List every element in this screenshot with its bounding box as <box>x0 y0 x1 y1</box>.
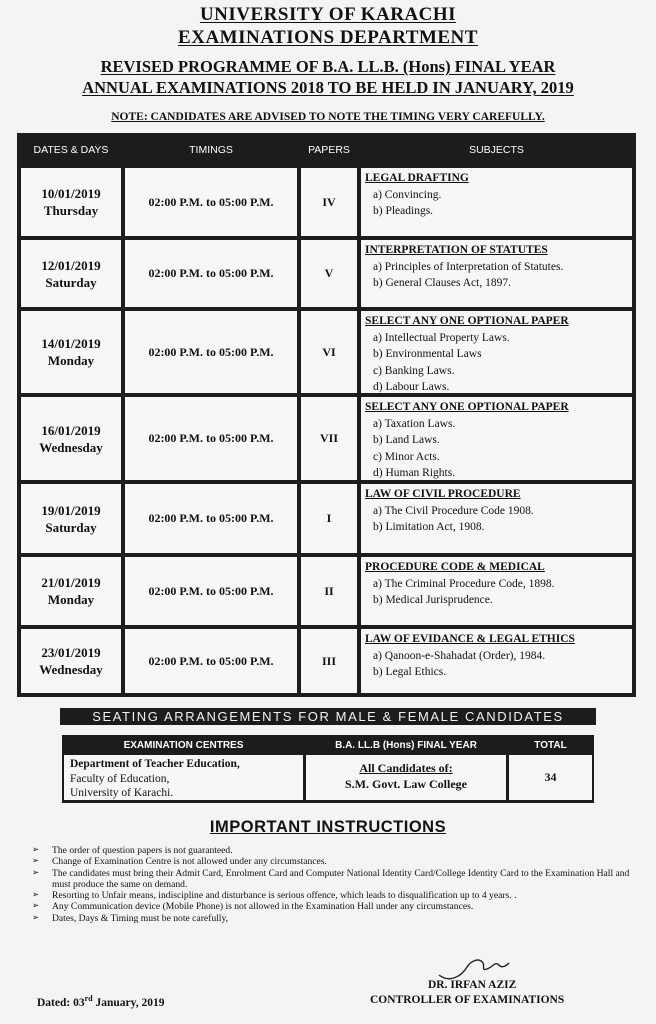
instructions-title: IMPORTANT INSTRUCTIONS <box>209 818 447 836</box>
date-cell <box>21 311 121 393</box>
paper-number: VII <box>319 431 338 445</box>
column-header-timings: TIMINGS <box>189 144 233 156</box>
subject-item: d) Labour Laws. <box>373 381 450 393</box>
seating-table <box>62 735 594 803</box>
subject-item: a) Taxation Laws. <box>373 417 456 430</box>
exam-day: Monday <box>47 592 95 607</box>
subject-item: b) Environmental Laws <box>373 348 482 360</box>
paper-number: VI <box>322 344 336 359</box>
column-header-papers: PAPERS <box>308 144 350 156</box>
exam-timing: 02:00 P.M. to 05:00 P.M. <box>148 266 274 280</box>
subject-item: b) Medical Jurisprudence. <box>373 594 493 606</box>
dated-prefix: Dated: 03 <box>37 996 85 1009</box>
exam-schedule-table <box>17 133 636 697</box>
exam-date: 14/01/2019 <box>41 336 101 351</box>
signatory-title: CONTROLLER OF EXAMINATIONS <box>370 994 565 1006</box>
subject-item: a) The Civil Procedure Code 1908. <box>373 504 534 517</box>
exam-day: Saturday <box>45 519 97 535</box>
timing-cell <box>125 311 297 393</box>
date-cell <box>21 484 121 553</box>
subject-item: a) Convincing. <box>373 188 442 201</box>
seating-header-programme: B.A. LL.B (Hons) FINAL YEAR <box>335 739 477 751</box>
subject-cell <box>361 168 632 236</box>
exam-centre-cell <box>64 755 303 800</box>
exam-date: 16/01/2019 <box>41 422 101 438</box>
paper-cell <box>301 168 357 236</box>
college-name: S.M. Govt. Law College <box>345 777 467 791</box>
paper-cell <box>301 311 357 393</box>
exam-day: Saturday <box>45 274 97 290</box>
timing-cell <box>125 397 297 480</box>
paper-number: I <box>326 511 332 525</box>
paper-cell <box>301 397 357 480</box>
instruction-item: ➢ The candidates must bring their Admit Card, Enrolment Card and Computer National Identity Card/College Identity Card to the Examination Hall and must produce the same on demand. <box>32 868 632 891</box>
university-title: UNIVERSITY OF KARACHI <box>199 4 457 25</box>
timing-note: NOTE: CANDIDATES ARE ADVISED TO NOTE THE TIMING VERY CAREFULLY. <box>111 111 545 123</box>
centre-name: Department of Teacher Education, <box>70 758 240 770</box>
paper-cell <box>301 240 357 307</box>
date-cell <box>21 557 121 625</box>
timing-cell <box>125 629 297 693</box>
subject-item: c) Minor Acts. <box>373 450 440 463</box>
subject-item: a) Qanoon-e-Shahadat (Order), 1984. <box>373 649 546 662</box>
paper-number: II <box>324 583 334 598</box>
subject-cell <box>361 484 632 553</box>
date-cell <box>21 240 121 307</box>
subject-cell <box>361 557 632 625</box>
dated-line <box>37 994 164 1009</box>
exam-day: Thursday <box>43 203 99 218</box>
paper-cell <box>301 629 357 693</box>
exam-timing: 02:00 P.M. to 05:00 P.M. <box>148 653 274 668</box>
programme-title-line2: ANNUAL EXAMINATIONS 2018 TO BE HELD IN JANUARY, 2019 <box>82 78 574 97</box>
subject-cell <box>361 311 632 393</box>
seating-header-total: TOTAL <box>534 739 567 751</box>
timing-cell <box>125 557 297 625</box>
instruction-item: ➢ The order of question papers is not guaranteed. <box>32 845 632 856</box>
dated-ordinal: rd <box>84 994 93 1003</box>
candidates-cell <box>306 755 506 800</box>
candidates-label: All Candidates of: <box>359 761 453 775</box>
signatory-name: DR. IRFAN AZIZ <box>428 979 517 991</box>
exam-day: Wednesday <box>39 439 103 455</box>
exam-timing: 02:00 P.M. to 05:00 P.M. <box>148 583 274 598</box>
seating-arrangements-banner: SEATING ARRANGEMENTS FOR MALE & FEMALE CANDIDATES <box>60 708 596 725</box>
exam-timing: 02:00 P.M. to 05:00 P.M. <box>148 511 274 525</box>
subject-cell <box>361 629 632 693</box>
paper-number: III <box>321 653 336 668</box>
column-header-subjects: SUBJECTS <box>469 144 524 156</box>
subject-title: SELECT ANY ONE OPTIONAL PAPER <box>365 315 569 327</box>
subject-title: SELECT ANY ONE OPTIONAL PAPER <box>365 401 569 413</box>
paper-cell <box>301 484 357 553</box>
timing-cell <box>125 240 297 307</box>
total-value: 34 <box>544 770 557 784</box>
subject-item: b) Pleadings. <box>373 205 434 217</box>
subject-item: a) The Criminal Procedure Code, 1898. <box>373 577 555 590</box>
date-cell <box>21 397 121 480</box>
date-cell <box>21 168 121 236</box>
exam-timing: 02:00 P.M. to 05:00 P.M. <box>148 194 274 209</box>
subject-title: LEGAL DRAFTING <box>365 172 469 184</box>
exam-day: Wednesday <box>39 662 103 677</box>
instructions-list <box>32 845 632 924</box>
timing-cell <box>125 168 297 236</box>
timing-cell <box>125 484 297 553</box>
subject-item: b) Land Laws. <box>373 434 440 446</box>
exam-date: 23/01/2019 <box>41 645 101 660</box>
dated-suffix: January, 2019 <box>92 996 165 1009</box>
exam-date: 10/01/2019 <box>41 186 101 201</box>
instruction-item: ➢ Change of Examination Centre is not allowed under any circumstances. <box>32 856 632 867</box>
column-header-dates: DATES & DAYS <box>33 144 109 156</box>
subject-item: b) Legal Ethics. <box>373 666 447 678</box>
instruction-item: ➢ Resorting to Unfair means, indiscipline and disturbance is serious offence, which leads to disqualification up to 4 years. . <box>32 890 632 901</box>
subject-item: b) General Clauses Act, 1897. <box>373 277 511 289</box>
programme-title-line1: REVISED PROGRAMME OF B.A. LL.B. (Hons) FINAL YEAR <box>100 57 556 76</box>
department-title: EXAMINATIONS DEPARTMENT <box>178 27 478 48</box>
subject-title: LAW OF CIVIL PROCEDURE <box>365 488 521 500</box>
seating-header-centres: EXAMINATION CENTRES <box>123 739 244 751</box>
paper-number: IV <box>322 194 336 209</box>
subject-item: a) Principles of Interpretation of Statutes. <box>373 260 564 273</box>
subject-title: LAW OF EVIDANCE & LEGAL ETHICS <box>365 633 575 645</box>
subject-title: PROCEDURE CODE & MEDICAL <box>365 561 545 573</box>
instruction-item: ➢ Any Communication device (Mobile Phone) is not allowed in the Examination Hall under any circumstances. <box>32 901 632 912</box>
subject-item: a) Intellectual Property Laws. <box>373 331 510 344</box>
exam-timing: 02:00 P.M. to 05:00 P.M. <box>148 344 274 359</box>
subject-item: d) Human Rights. <box>373 467 456 479</box>
exam-date: 21/01/2019 <box>41 575 101 590</box>
paper-cell <box>301 557 357 625</box>
total-cell <box>509 755 592 800</box>
subject-item: b) Limitation Act, 1908. <box>373 521 485 533</box>
centre-university: University of Karachi. <box>70 787 174 799</box>
exam-timing: 02:00 P.M. to 05:00 P.M. <box>148 431 274 445</box>
date-cell <box>21 629 121 693</box>
paper-number: V <box>324 266 334 280</box>
subject-cell <box>361 240 632 307</box>
subject-item: c) Banking Laws. <box>373 364 455 377</box>
instruction-item: ➢ Dates, Days & Timing must be note carefully, <box>32 913 632 924</box>
subject-title: INTERPRETATION OF STATUTES <box>365 244 548 256</box>
exam-day: Monday <box>47 353 95 368</box>
exam-date: 12/01/2019 <box>41 257 101 273</box>
centre-faculty: Faculty of Education, <box>70 772 170 785</box>
subject-cell <box>361 397 632 480</box>
exam-date: 19/01/2019 <box>41 502 101 518</box>
